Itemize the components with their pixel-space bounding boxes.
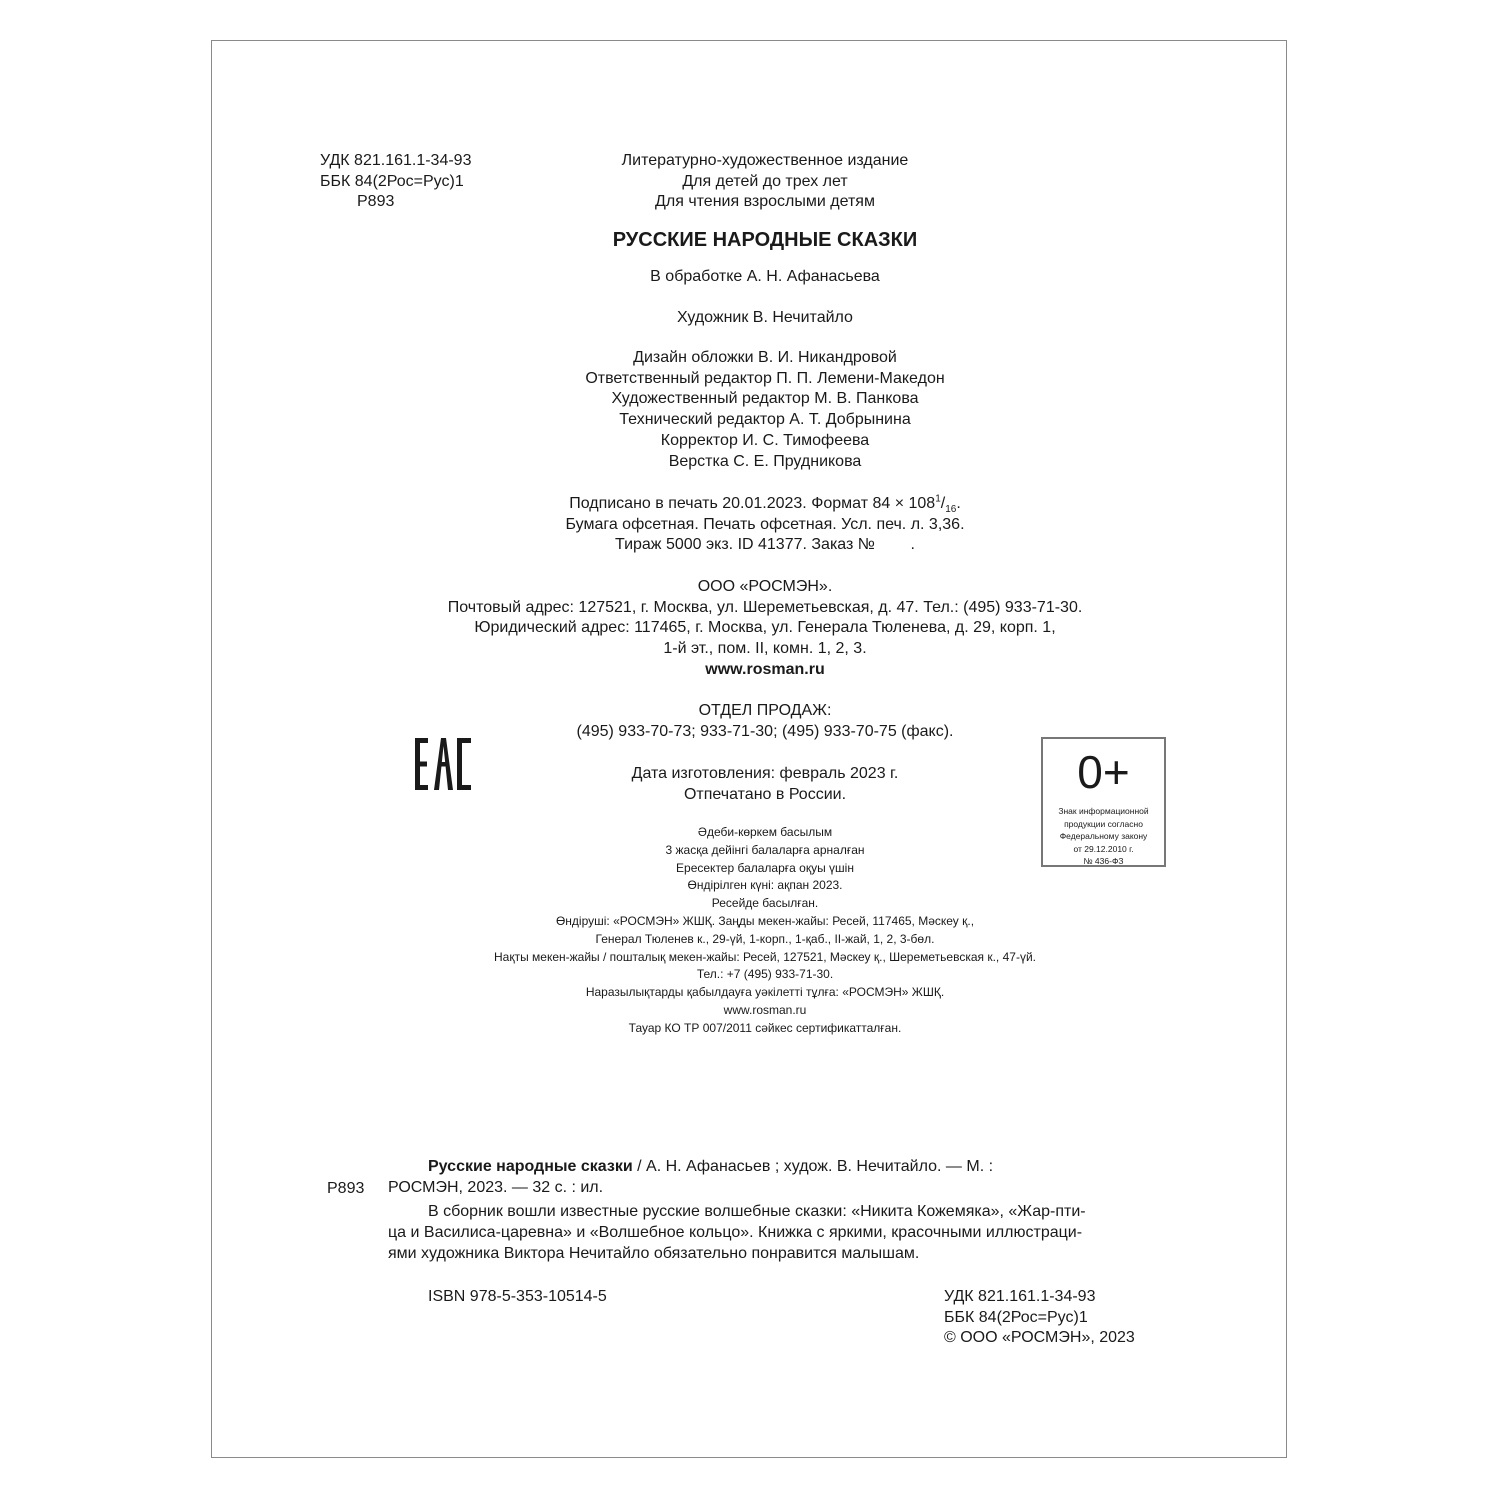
kazakh-line: Ресейде басылған.: [711, 896, 819, 911]
format-end: .: [956, 495, 961, 512]
age-rating-mark: 0+: [1077, 746, 1130, 798]
bib-udk: УДК 821.161.1-34-93: [944, 1288, 1096, 1305]
legal-address-1: Юридический адрес: 117465, г. Москва, ул. Генерала Тюленева, д. 29, корп. 1,: [474, 619, 1056, 637]
age-note-line: Знак информационной: [1058, 806, 1149, 816]
credit-line: Дизайн обложки В. И. Никандровой: [633, 349, 897, 366]
bib-bbk: ББК 84(2Рос=Рус)1: [944, 1308, 1088, 1326]
bib-title: Русские народные сказки: [428, 1158, 633, 1175]
kazakh-line: Генерал Тюленев к., 29-үй, 1-корп., 1-қаб., II-жай, 1, 2, 3-бөл.: [595, 931, 935, 946]
format-sup: 1: [935, 493, 941, 505]
credit-line: Художественный редактор М. В. Панкова: [611, 390, 919, 408]
paper-line: Бумага офсетная. Печать офсетная. Усл. печ. л. 3,36.: [565, 515, 965, 533]
kazakh-line: Өндірілген күні: ақпан 2023.: [687, 878, 843, 893]
kazakh-line: www.rosman.ru: [723, 1002, 807, 1017]
publisher-block: [350, 577, 1180, 681]
udk-code: УДК 821.161.1-34-93: [320, 152, 472, 169]
book-title: РУССКИЕ НАРОДНЫЕ СКАЗКИ: [612, 229, 918, 251]
annotation-line: В сборник вошли известные русские волшебные сказки: «Никита Кожемяка», «Жар-пти-: [428, 1203, 1086, 1221]
print-info: [350, 494, 1180, 556]
bib-line-1: [388, 1157, 1158, 1178]
publisher-name: ООО «РОСМЭН».: [697, 578, 833, 595]
kazakh-imprint: [350, 824, 1180, 1038]
postal-address: Почтовый адрес: 127521, г. Москва, ул. Шереметьевская, д. 47. Тел.: (495) 933-71-30.: [447, 598, 1083, 616]
signed-text: Подписано в печать 20.01.2023. Формат 84 × 108: [569, 495, 936, 512]
format-sub: 16: [945, 504, 957, 516]
credit-line: Ответственный редактор П. П. Лемени-Македон: [585, 369, 945, 387]
sales-phones: (495) 933-70-73; 933-71-30; (495) 933-70-75 (факс).: [576, 722, 954, 740]
kazakh-line: Наразылықтарды қабылдауға уәкілетті тұлға: «РОСМЭН» ЖШҚ.: [585, 985, 945, 1000]
sales-heading: ОТДЕЛ ПРОДАЖ:: [698, 702, 832, 719]
copyright: © ООО «РОСМЭН», 2023: [944, 1329, 1135, 1347]
kazakh-line: Әдеби-көркем басылым: [697, 825, 833, 839]
age-note-line: от 29.12.2010 г.: [1073, 843, 1134, 854]
annotation-line: ями художника Виктора Нечитайло обязательно понравится малышам.: [388, 1244, 920, 1262]
website: www.rosman.ru: [705, 660, 825, 678]
adaptation-credit: В обработке А. Н. Афанасьева: [650, 268, 880, 285]
annotation-line: ца и Василиса-царевна» и «Волшебное кольцо». Книжка с яркими, красочными иллюстраци-: [388, 1224, 1083, 1242]
isbn: ISBN 978-5-353-10514-5: [428, 1288, 607, 1305]
bib-record: [388, 1157, 1158, 1265]
credit-line: Технический редактор А. Т. Добрынина: [619, 411, 911, 429]
edition-header: [350, 151, 1180, 213]
reading-note: Для чтения взрослыми детям: [655, 193, 875, 211]
kazakh-line: Тел.: +7 (495) 933-71-30.: [696, 967, 834, 982]
legal-address-2: 1-й эт., пом. II, комн. 1, 2, 3.: [663, 640, 867, 658]
eac-mark-icon: [415, 738, 471, 790]
author-code: Р893: [357, 193, 395, 211]
credit-line: Верстка С. Е. Прудникова: [668, 452, 862, 470]
bib-code: Р893: [327, 1180, 365, 1197]
bib-line-1-rest: / А. Н. Афанасьев ; худож. В. Нечитайло. — М. :: [632, 1158, 994, 1175]
bib-classification: [944, 1287, 1135, 1349]
credits-list: [350, 348, 1180, 472]
artist-credit: Художник В. Нечитайло: [677, 309, 853, 326]
run-line: Тираж 5000 экз. ID 41377. Заказ № .: [615, 536, 915, 554]
age-note-line: № 436-ФЗ: [1083, 856, 1124, 866]
manufacture-date: Дата изготовления: февраль 2023 г.: [631, 765, 899, 782]
age-group: Для детей до трех лет: [682, 172, 848, 190]
age-note-line: продукции согласно: [1064, 818, 1143, 829]
kazakh-line: Өндіруші: «РОСМЭН» ЖШҚ. Заңды мекен-жайы: Ресей, 117465, Мәскеу қ.,: [555, 913, 975, 928]
bib-line-2: РОСМЭН, 2023. — 32 с. : ил.: [388, 1178, 604, 1196]
kazakh-line: Тауар КО ТР 007/2011 сәйкес сертификатталған.: [628, 1020, 902, 1035]
kazakh-line: Нақты мекен-жайы / пошталық мекен-жайы: Ресей, 127521, Мәскеу қ., Шереметьевская к., 47-үй.: [494, 949, 1036, 964]
bbk-code: ББК 84(2Рос=Рус)1: [320, 172, 464, 190]
kazakh-line: 3 жасқа дейінгі балаларға арналған: [665, 842, 865, 857]
bib-annotation: [388, 1202, 1158, 1264]
kazakh-line: Ересектер балаларға оқуы үшін: [676, 860, 854, 875]
printed-in: Отпечатано в России.: [683, 785, 847, 803]
signed-format-line: Подписано в печать 20.01.2023. Формат $84 \times 108^1/_{16}$.: [569, 493, 961, 516]
age-note-line: Федеральному закону: [1059, 831, 1148, 841]
edition-type: Литературно-художественное издание: [621, 152, 909, 169]
credit-line: Корректор И. С. Тимофеева: [660, 431, 870, 449]
